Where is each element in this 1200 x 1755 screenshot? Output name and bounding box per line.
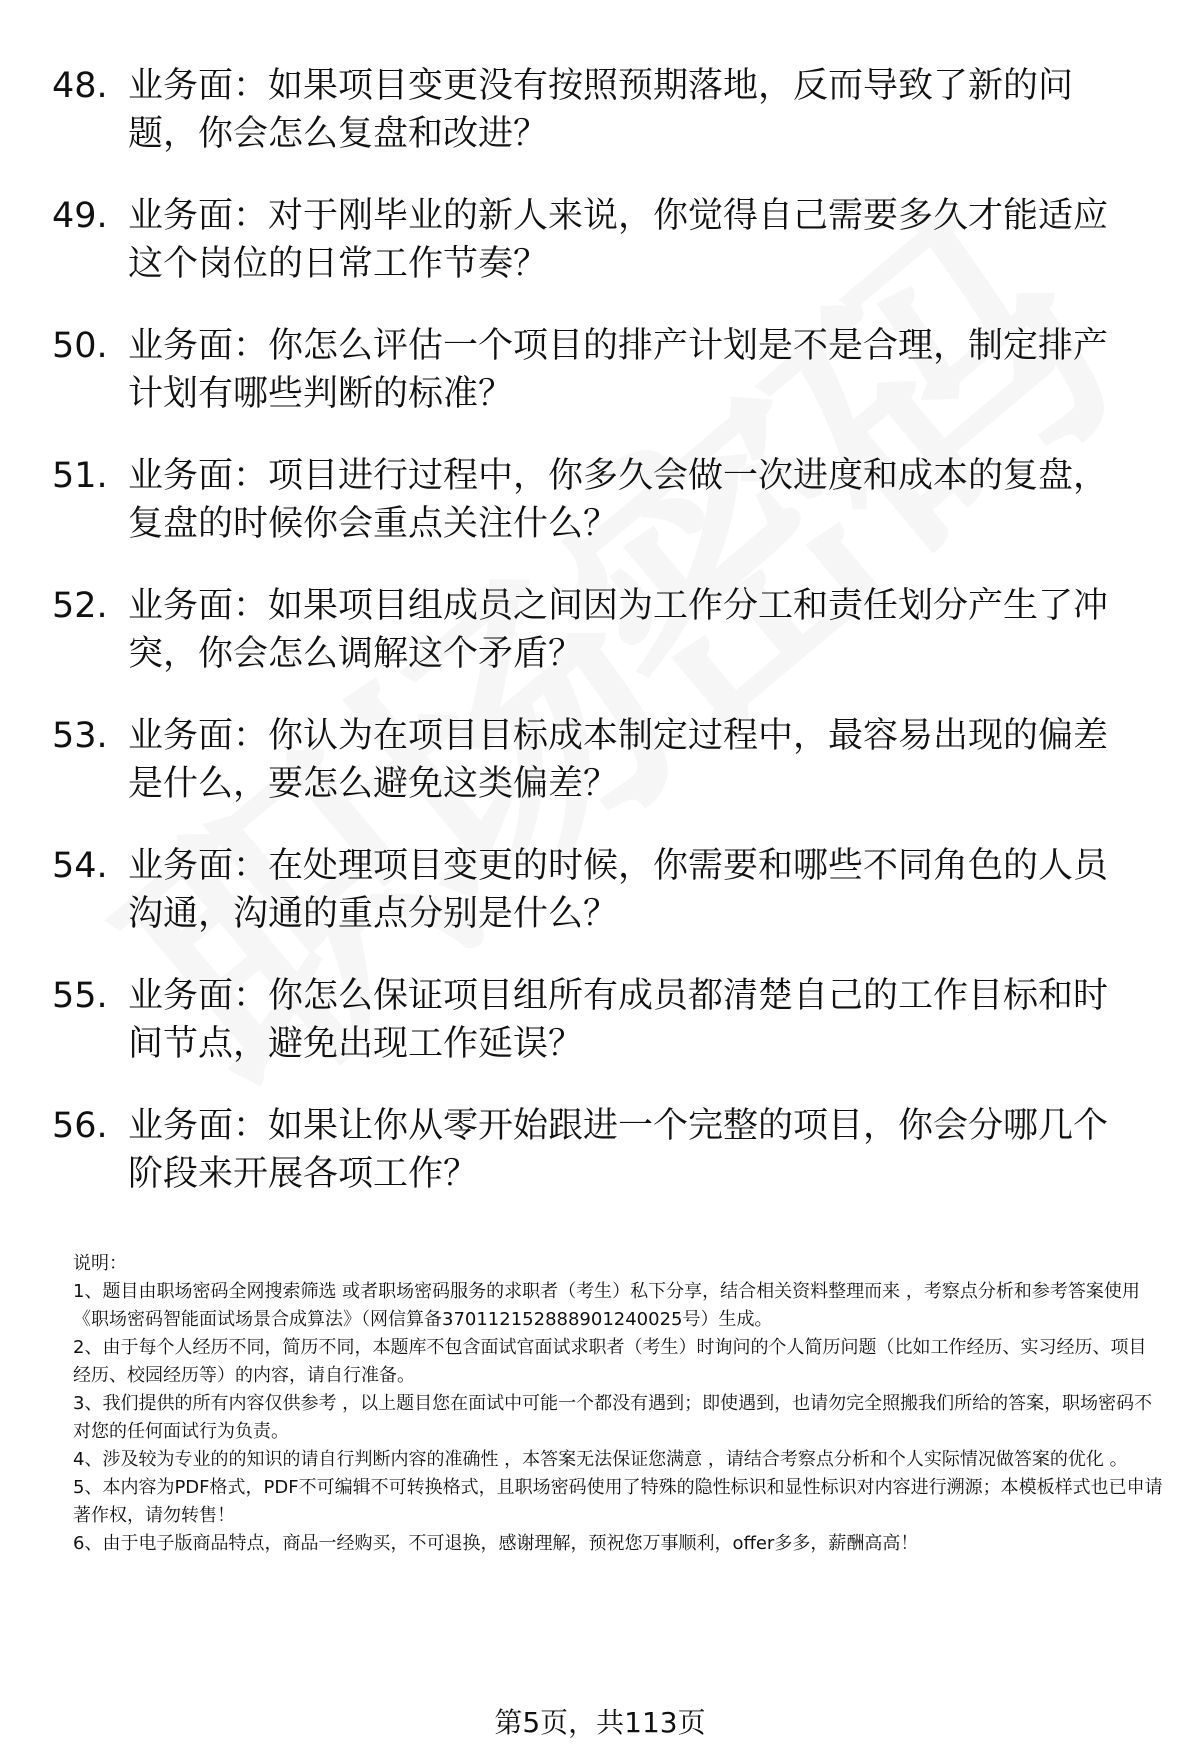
question-number: 55. [52, 976, 108, 1016]
question-item [52, 842, 1152, 972]
question-number: 54. [52, 846, 108, 886]
question-item [52, 452, 1152, 582]
question-text: 业务面：你怎么保证项目组所有成员都清楚自己的工作目标和时间节点，避免出现工作延误？ [128, 976, 1109, 1064]
question-item [52, 192, 1152, 322]
question-text: 业务面：如果让你从零开始跟进一个完整的项目，你会分哪几个阶段来开展各项工作？ [128, 1106, 1109, 1194]
question-item [52, 62, 1152, 192]
notes-title: 说明： [73, 1253, 127, 1274]
question-number: 48. [52, 66, 108, 106]
note-item: 5、本内容为PDF格式，PDF不可编辑不可转换格式，且职场密码使用了特殊的隐性标识和显性标识对内容进行溯源；本模板样式也已申请著作权，请勿转售！ [73, 1477, 1163, 1526]
question-text: 业务面：项目进行过程中，你多久会做一次进度和成本的复盘，复盘的时候你会重点关注什么？ [128, 456, 1109, 544]
question-text: 业务面：在处理项目变更的时候，你需要和哪些不同角色的人员沟通，沟通的重点分别是什么？ [128, 846, 1109, 934]
note-item: 6、由于电子版商品特点，商品一经购买，不可退换，感谢理解，预祝您万事顺利，offer多多，薪酬高高！ [73, 1533, 919, 1554]
question-text: 业务面：如果项目组成员之间因为工作分工和责任划分产生了冲突，你会怎么调解这个矛盾？ [128, 586, 1109, 674]
question-item [52, 582, 1152, 712]
question-number: 56. [52, 1106, 108, 1146]
question-text: 业务面：你认为在项目目标成本制定过程中，最容易出现的偏差是什么，要怎么避免这类偏差？ [128, 716, 1109, 804]
note-item: 2、由于每个人经历不同，简历不同，本题库不包含面试官面试求职者（考生）时询问的个人简历问题（比如工作经历、实习经历、项目经历、校园经历等）的内容，请自行准备。 [73, 1337, 1147, 1386]
question-text: 业务面：对于刚毕业的新人来说，你觉得自己需要多久才能适应这个岗位的日常工作节奏？ [128, 196, 1109, 284]
question-item [52, 712, 1152, 842]
question-number: 50. [52, 326, 108, 366]
question-item [52, 322, 1152, 452]
question-number: 53. [52, 716, 108, 756]
question-number: 49. [52, 196, 108, 236]
notes-section [73, 1250, 1163, 1558]
question-number: 52. [52, 586, 108, 626]
page-number: 第5页，共113页 [494, 1706, 706, 1739]
question-list [52, 62, 1152, 1232]
note-item: 1、题目由职场密码全网搜索筛选 或者职场密码服务的求职者（考生）私下分享，结合相关资料整理而来 ，考察点分析和参考答案使用《职场密码智能面试场景合成算法》（网信算备370112152888901240025号）生成。 [73, 1281, 1140, 1330]
note-item: 3、我们提供的所有内容仅供参考 ，以上题目您在面试中可能一个都没有遇到；即使遇到，也请勿完全照搬我们所给的答案，职场密码不对您的任何面试行为负责。 [73, 1393, 1153, 1442]
note-item: 4、涉及较为专业的的知识的请自行判断内容的准确性 ，本答案无法保证您满意 ，请结合考察点分析和个人实际情况做答案的优化 。 [73, 1449, 1128, 1470]
question-item [52, 972, 1152, 1102]
question-number: 51. [52, 456, 108, 496]
question-text: 业务面：如果项目变更没有按照预期落地，反而导致了新的问题，你会怎么复盘和改进？ [128, 66, 1074, 154]
question-text: 业务面：你怎么评估一个项目的排产计划是不是合理，制定排产计划有哪些判断的标准？ [128, 326, 1109, 414]
question-item [52, 1102, 1152, 1232]
